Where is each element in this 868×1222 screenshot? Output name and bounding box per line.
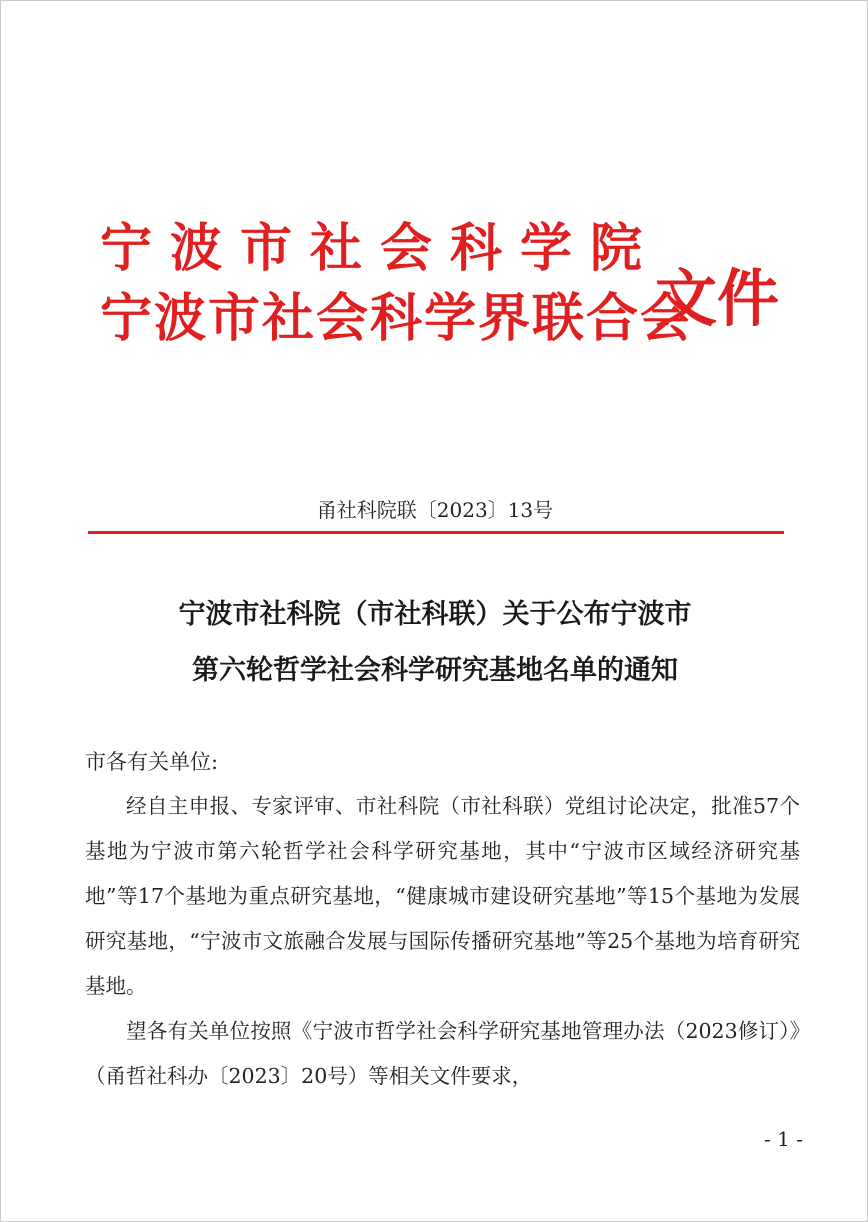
issuing-organization-1: 宁波市社会科学院 xyxy=(100,219,661,279)
body-paragraph-2: 望各有关单位按照《宁波市哲学社会科学研究基地管理办法（2023修订）》（甬哲社科办〔2023〕20号）等相关文件要求， xyxy=(85,1019,800,1088)
document-title xyxy=(1,587,868,699)
document-number: 甬社科院联〔2023〕13号 xyxy=(316,498,554,522)
red-divider-line xyxy=(88,531,784,534)
document-title-line-1: 宁波市社科院（市社科联）关于公布宁波市 xyxy=(178,599,692,630)
body-paragraph-1: 经自主申报、专家评审、市社科院（市社科联）党组讨论决定，批准57个基地为宁波市第六轮哲学社会科学研究基地，其中“宁波市区域经济研究基地”等17个基地为重点研究基地，“健康城市建设研究基地”等15个基地为发展研究基地，“宁波市文旅融合发展与国际传播研究基地”等25个基地为培育研究基地。 xyxy=(85,794,800,998)
document-type-label: 文件 xyxy=(655,262,780,335)
document-header xyxy=(100,219,790,423)
page-number: - 1 - xyxy=(764,1127,803,1151)
salutation: 市各有关单位: xyxy=(85,750,219,774)
issuing-organization-2: 宁波市社会科学界联合会 xyxy=(100,289,695,349)
document-body xyxy=(85,784,800,1099)
document-title-line-2: 第六轮哲学社会科学研究基地名单的通知 xyxy=(192,655,678,686)
issuing-organizations xyxy=(100,219,695,349)
